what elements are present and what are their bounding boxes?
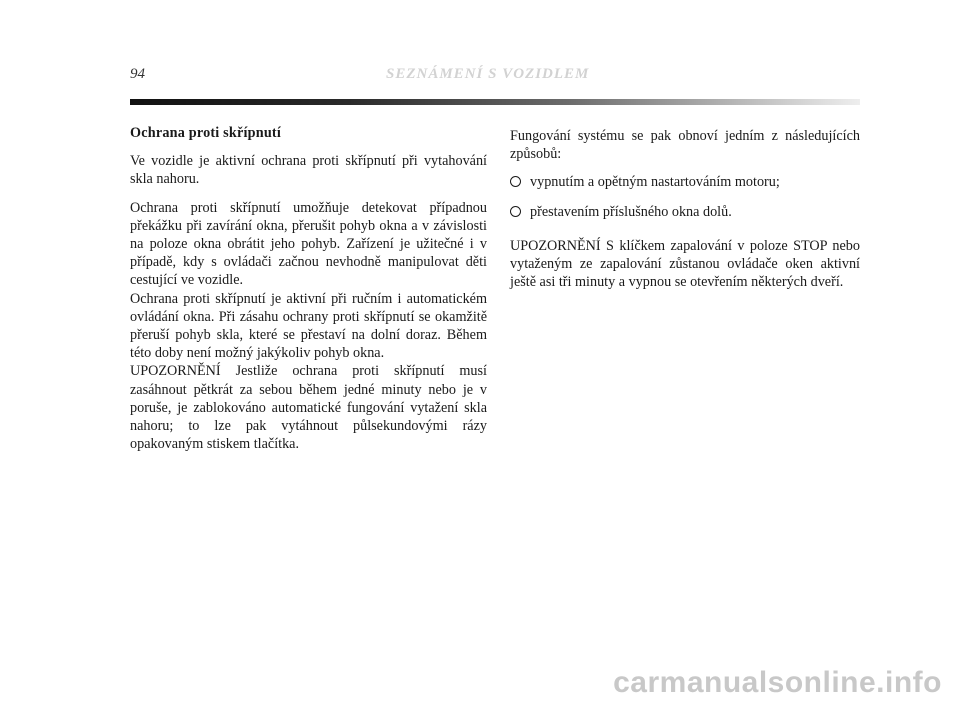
running-header-title: SEZNÁMENÍ S VOZIDLEM [386, 66, 590, 82]
list-item [510, 173, 860, 191]
header-divider [130, 99, 860, 105]
paragraph-activation: Ochrana proti skřípnutí je aktivní při ručním i automatickém ovládání okna. Při zásahu ochrany proti skřípnutí se okamžitě přeruší pohyb skla, které se přestaví na dolní doraz. Během této doby není možný jakýkoliv pohyb okna. [130, 290, 487, 362]
section-heading: Ochrana proti skřípnutí [130, 125, 281, 141]
paragraph-intro: Ve vozidle je aktivní ochrana proti skřípnutí při vytahování skla nahoru. [130, 153, 487, 188]
right-column [510, 127, 860, 291]
watermark: carmanualsonline.info [613, 666, 942, 699]
circle-bullet-icon [510, 176, 521, 187]
paragraph-ignition-note: UPOZORNĚNÍ S klíčkem zapalování v poloze STOP nebo vytaženým ze zapalování zůstanou ovládače oken aktivní ještě asi tři minuty a vypnou se otevřením některých dveří. [510, 237, 860, 291]
paragraph-detection: Ochrana proti skřípnutí umožňuje detekovat případnou překážku při zavírání okna, přerušit pohyb okna a v závislosti na poloze okna obrátit jeho pohyb. Zařízení je užitečné i v případě, kdy s ovládači začnou nevhodně manipulovat děti cestující ve vozidle. [130, 199, 487, 289]
circle-bullet-icon [510, 206, 521, 217]
page-number: 94 [130, 66, 145, 82]
left-column [130, 124, 487, 453]
list-item [510, 203, 860, 221]
list-item-text: přestavením příslušného okna dolů. [530, 203, 732, 220]
paragraph-warning: UPOZORNĚNÍ Jestliže ochrana proti skřípnutí musí zasáhnout pětkrát za sebou během jedné minuty nebo je v poruše, je zablokováno automatické fungování vytažení skla nahoru; to lze pak vytáhnout půlsekundovými rázy opakovaným stiskem tlačítka. [130, 363, 487, 453]
paragraph-restore-intro: Fungování systému se pak obnoví jedním z následujících způsobů: [510, 128, 860, 163]
list-item-text: vypnutím a opětným nastartováním motoru; [530, 174, 780, 191]
restore-methods-list [510, 173, 860, 220]
